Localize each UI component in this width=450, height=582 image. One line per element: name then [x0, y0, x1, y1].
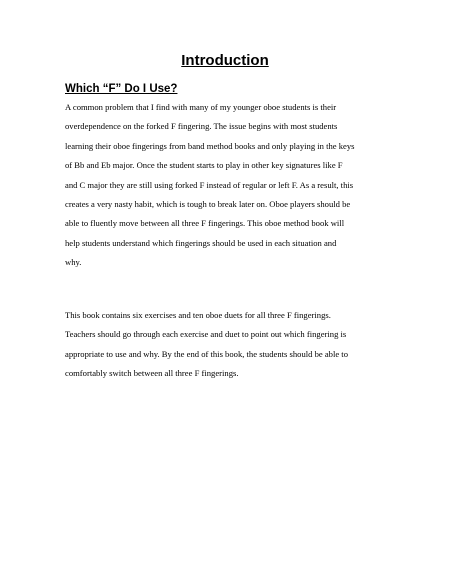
paragraph-line: help students understand which fingerings should be used in each situation and	[65, 237, 337, 248]
paragraph-line: This book contains six exercises and ten oboe duets for all three F fingerings.	[65, 310, 331, 320]
page-title: Introduction	[181, 52, 269, 69]
paragraph-line: A common problem that I find with many of my younger oboe students is their	[65, 102, 337, 112]
paragraph-line: Teachers should go through each exercise and duet to point out which fingering is	[65, 329, 347, 340]
section-heading: Which “F” Do I Use?	[65, 83, 178, 95]
paragraph-line: of Bb and Eb major. Once the student starts to play in other key signatures like F	[65, 160, 343, 171]
paragraph-line: why.	[65, 257, 82, 268]
paragraph-contents	[65, 306, 395, 384]
paragraph-line: comfortably switch between all three F fingerings.	[65, 368, 239, 379]
paragraph-line: and C major they are still using forked F instead of regular or left F. As a result, this	[65, 179, 354, 190]
paragraph-line: learning their oboe fingerings from band method books and only playing in the keys	[65, 140, 355, 151]
paragraph-intro	[65, 98, 395, 273]
paragraph-line: able to fluently move between all three F fingerings. This oboe method book will	[65, 218, 345, 229]
paragraph-line: overdependence on the forked F fingering. The issue begins with most students	[65, 121, 338, 132]
paragraph-line: creates a very nasty habit, which is tough to break later on. Oboe players should be	[65, 199, 351, 210]
paragraph-line: appropriate to use and why. By the end of this book, the students should be able to	[65, 348, 348, 359]
